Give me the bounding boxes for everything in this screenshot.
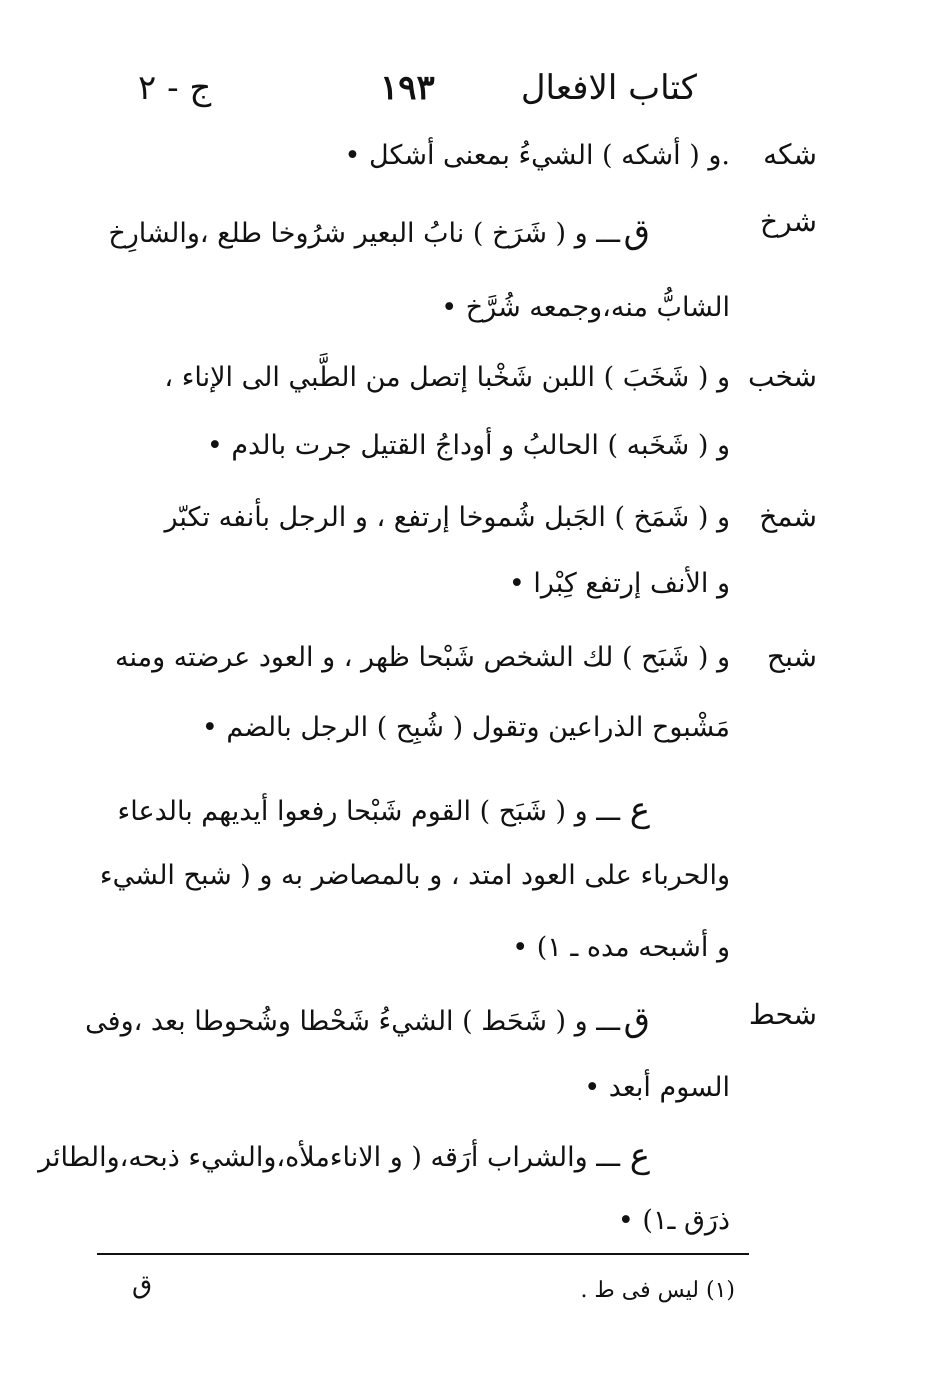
entry-line: والحرباء على العود امتد ، و بالمصاضر به و ( شبح الشيء xyxy=(99,860,730,891)
entry-line: ذرَق ـ١) • xyxy=(617,1205,730,1236)
entry-marker: ق xyxy=(623,1000,650,1040)
entry-marker: ع xyxy=(629,790,650,830)
entry-line: و ( شَمَخ ) الجَبل شُموخا إرتفع ، و الرجل بأنفه تكبّر xyxy=(164,502,730,533)
book-title: كتاب الافعال xyxy=(520,68,697,108)
entry-line: ـــ و ( شَرَخ ) نابُ البعير شرُوخا طلع ،والشارِخ xyxy=(108,218,620,249)
entry-root: شكه xyxy=(763,138,817,171)
entry-root: شرخ xyxy=(760,205,817,238)
entry-root: شخب xyxy=(747,360,817,393)
entry-line: و ( شَخَبه ) الحالبُ و أوداجُ القتيل جرت بالدم • xyxy=(206,430,730,461)
entry-line: مَشْبوح الذراعين وتقول ( شُبِح ) الرجل بالضم • xyxy=(201,712,730,743)
page-number: ١٩٣ xyxy=(380,68,435,108)
volume-label: ج - ٢ xyxy=(138,68,212,108)
entry-line: السوم أبعد • xyxy=(584,1072,730,1103)
entry-line: ـــ و ( شَبَح ) القوم شَبْحا رفعوا أيديهم بالدعاء xyxy=(117,796,620,827)
entry-line: و أشبحه مده ـ ١) • xyxy=(512,932,730,963)
entry-line: و ( شَخَبَ ) اللبن شَخْبا إتصل من الطَّبي الى الإناء ، xyxy=(164,362,730,393)
entry-root: شمخ xyxy=(759,500,817,533)
entry-line: .و ( أشكه ) الشيءُ بمعنى أشكل • xyxy=(344,140,730,171)
footnote-signature: ق xyxy=(132,1270,153,1300)
footnote-text: (١) ليس فى ط . xyxy=(580,1278,735,1303)
footnote-rule xyxy=(97,1253,749,1255)
entry-marker: ع xyxy=(629,1136,650,1176)
entry-line: ـــ والشراب أرَقه ( و الاناءملأه،والشيء ذبحه،والطائر xyxy=(38,1142,620,1173)
entry-line: و ( شَبَح ) لك الشخص شَبْحا ظهر ، و العود عرضته ومنه xyxy=(114,642,730,673)
entry-line: الشابُّ منه،وجمعه شُرَّخ • xyxy=(441,292,730,323)
entry-marker: ق xyxy=(623,212,650,252)
entry-line: و الأنف إرتفع كِبْرا • xyxy=(508,568,730,599)
entry-root: شحط xyxy=(748,998,817,1031)
entry-line: ـــ و ( شَحَط ) الشيءُ شَحْطا وشُحوطا بعد ،وفى xyxy=(85,1006,620,1037)
entry-root: شبح xyxy=(767,640,817,673)
